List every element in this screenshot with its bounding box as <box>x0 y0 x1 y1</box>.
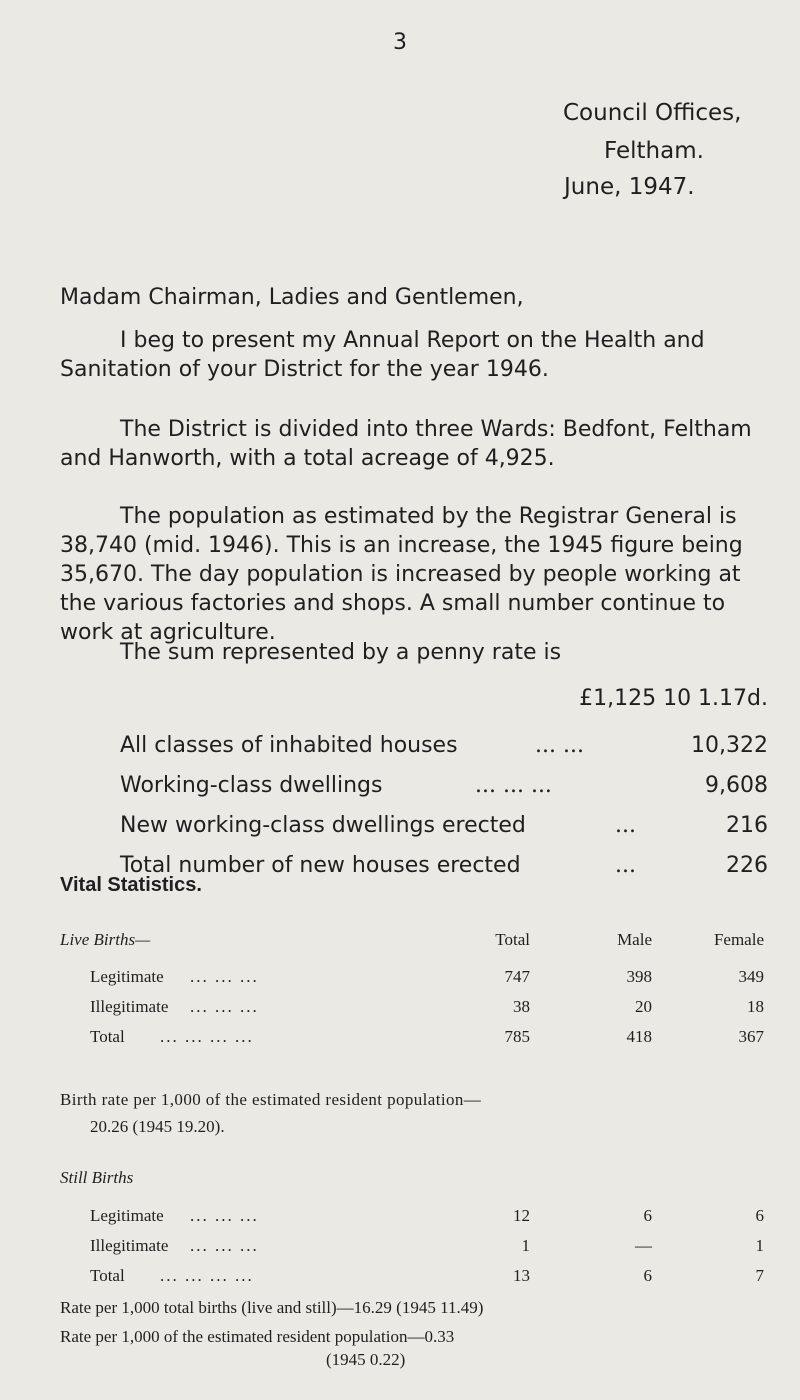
salutation: Madam Chairman, Ladies and Gentlemen, <box>60 285 524 310</box>
row-leader-dots: ... ... ... <box>190 967 259 986</box>
column-header-female: Female <box>713 930 764 949</box>
penny-rate-intro: The sum represented by a penny rate is <box>120 640 562 665</box>
housing-label: Total number of new houses erected <box>120 853 521 878</box>
paragraph-wards: The District is divided into three Wards: Bedfont, Feltham and Hanworth, with a total acreage of 4,925. <box>60 417 752 471</box>
paragraph-report-intro: I beg to present my Annual Report on the Health and Sanitation of your District for the year 1946. <box>60 328 705 382</box>
row-label: Total <box>90 1266 125 1285</box>
cell-male: 418 <box>626 1027 652 1046</box>
housing-leader-dots: ... <box>615 813 636 838</box>
row-leader-dots: ... ... ... ... <box>160 1027 254 1046</box>
cell-female: 1 <box>755 1236 764 1255</box>
housing-label: All classes of inhabited houses <box>120 733 458 758</box>
still-birth-rate-population-line-1: Rate per 1,000 of the estimated resident population—0.33 <box>60 1327 455 1346</box>
housing-label: New working-class dwellings erected <box>120 813 526 838</box>
live-births-title: Live Births— <box>60 930 151 949</box>
cell-total: 38 <box>513 997 530 1016</box>
paragraph-population: The population as estimated by the Registrar General is 38,740 (mid. 1946). This is an increase, the 1945 figure being 35,670. The day population is increased by people working at the various factories and shops. A small number continue to work at agriculture. <box>60 504 743 645</box>
cell-female: 349 <box>738 967 764 986</box>
penny-rate-value: £1,125 10 1.17d. <box>579 686 768 711</box>
address-date: June, 1947. <box>564 174 695 200</box>
birth-rate-line-2: 20.26 (1945 19.20). <box>90 1117 225 1136</box>
row-leader-dots: ... ... ... <box>190 1206 259 1225</box>
still-births-title: Still Births <box>60 1168 134 1187</box>
cell-total: 785 <box>504 1027 530 1046</box>
address-line-2: Feltham. <box>604 138 704 164</box>
row-label: Illegitimate <box>90 997 169 1016</box>
row-leader-dots: ... ... ... <box>190 997 259 1016</box>
housing-leader-dots: ... <box>615 853 636 878</box>
row-leader-dots: ... ... ... <box>190 1236 259 1255</box>
housing-leader-dots: ... ... <box>535 733 584 758</box>
cell-male: 6 <box>643 1206 652 1225</box>
still-birth-rate-population-line-2: (1945 0.22) <box>326 1350 406 1369</box>
row-label: Legitimate <box>90 967 164 986</box>
cell-female: 6 <box>755 1206 764 1225</box>
cell-male: 6 <box>643 1266 652 1285</box>
housing-row <box>120 733 768 763</box>
row-label: Illegitimate <box>90 1236 169 1255</box>
housing-row <box>120 853 768 883</box>
housing-value: 226 <box>726 853 768 878</box>
cell-total: 1 <box>521 1236 530 1255</box>
column-header-total: Total <box>495 930 530 949</box>
cell-female: 367 <box>738 1027 764 1046</box>
cell-female: 7 <box>755 1266 764 1285</box>
housing-row <box>120 813 768 843</box>
housing-row <box>120 773 768 803</box>
cell-male: 20 <box>635 997 652 1016</box>
cell-total: 747 <box>504 967 530 986</box>
housing-value: 9,608 <box>705 773 768 798</box>
housing-leader-dots: ... ... ... <box>475 773 552 798</box>
still-birth-rate-total: Rate per 1,000 total births (live and still)—16.29 (1945 11.49) <box>60 1298 484 1317</box>
cell-male: — <box>635 1236 652 1255</box>
housing-value: 10,322 <box>691 733 768 758</box>
vital-statistics-heading: Vital Statistics. <box>60 874 202 896</box>
row-label: Total <box>90 1027 125 1046</box>
housing-label: Working-class dwellings <box>120 773 383 798</box>
housing-value: 216 <box>726 813 768 838</box>
page-number: 3 <box>393 30 407 55</box>
cell-male: 398 <box>626 967 652 986</box>
cell-total: 13 <box>513 1266 530 1285</box>
row-label: Legitimate <box>90 1206 164 1225</box>
cell-female: 18 <box>747 997 764 1016</box>
birth-rate-line-1: Birth rate per 1,000 of the estimated resident population— <box>60 1090 482 1109</box>
cell-total: 12 <box>513 1206 530 1225</box>
row-leader-dots: ... ... ... ... <box>160 1266 254 1285</box>
column-header-male: Male <box>617 930 652 949</box>
address-line-1: Council Offices, <box>563 100 742 126</box>
